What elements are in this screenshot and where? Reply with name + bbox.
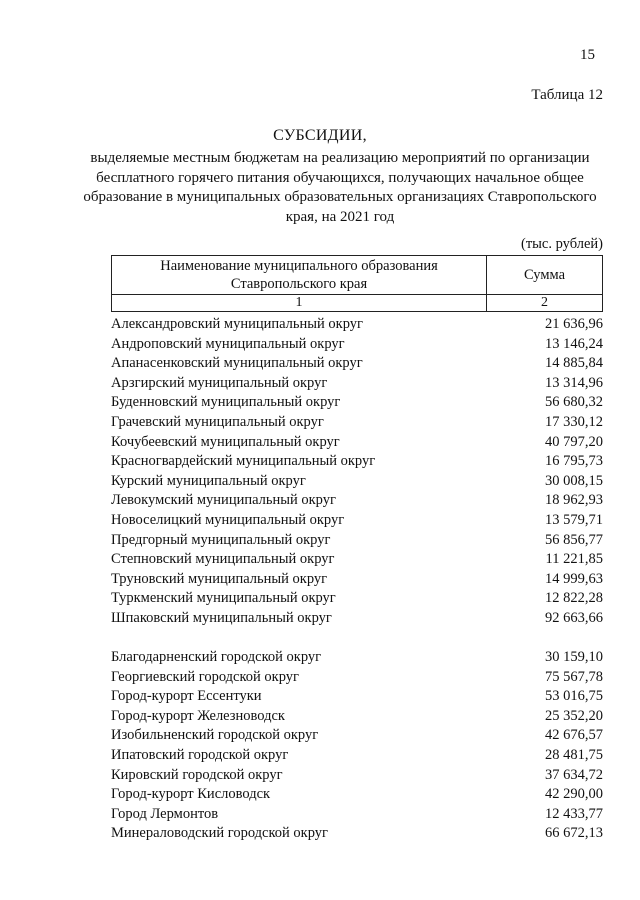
units-label: (тыс. рублей)	[521, 236, 603, 252]
municipality-name: Ипатовский городской округ	[111, 747, 289, 764]
subsidy-amount: 53 016,75	[545, 688, 603, 705]
subsidy-amount: 66 672,13	[545, 825, 603, 842]
subsidy-amount: 18 962,93	[545, 492, 603, 509]
document-title: СУБСИДИИ,	[273, 127, 367, 144]
table-row	[111, 452, 603, 472]
subsidy-amount: 14 885,84	[545, 355, 603, 372]
table-row	[111, 707, 603, 727]
subsidy-table-body	[111, 315, 603, 844]
subsidy-amount: 25 352,20	[545, 707, 603, 724]
municipality-name: Город-курорт Железноводск	[111, 707, 285, 724]
municipality-name: Кочубеевский муниципальный округ	[111, 433, 340, 450]
table-row	[111, 785, 603, 805]
subsidy-amount: 17 330,12	[545, 413, 603, 430]
column-number-1: 1	[112, 295, 487, 312]
subsidy-amount: 11 221,85	[545, 551, 603, 568]
municipality-name: Грачевский муниципальный округ	[111, 413, 324, 430]
municipality-name: Красногвардейский муниципальный округ	[111, 453, 376, 470]
table-row	[111, 668, 603, 688]
table-row	[111, 335, 603, 355]
group-spacer	[111, 629, 603, 649]
table-row	[111, 315, 603, 335]
municipality-name: Буденновский муниципальный округ	[111, 394, 341, 411]
subsidy-amount: 21 636,96	[545, 316, 603, 332]
municipality-name: Предгорный муниципальный округ	[111, 531, 331, 548]
column-number-2: 2	[487, 295, 603, 312]
table-row	[111, 805, 603, 825]
municipality-name: Апанасенковский муниципальный округ	[111, 355, 363, 372]
subsidy-amount: 12 433,77	[545, 805, 603, 822]
page-number: 15	[580, 47, 595, 63]
subsidy-amount: 13 314,96	[545, 374, 603, 391]
subsidy-amount: 75 567,78	[545, 668, 603, 685]
table-row	[111, 550, 603, 570]
subsidy-amount: 28 481,75	[545, 747, 603, 764]
subsidy-amount: 37 634,72	[545, 766, 603, 783]
header-sum-cell: Сумма	[487, 256, 603, 295]
table-caption: Таблица 12	[531, 87, 603, 103]
municipality-name: Туркменский муниципальный округ	[111, 590, 336, 607]
municipality-name: Шпаковский муниципальный округ	[111, 609, 332, 626]
subsidy-amount: 42 676,57	[545, 727, 603, 744]
subsidy-amount: 12 822,28	[545, 590, 603, 607]
table-row	[111, 824, 603, 844]
municipality-name: Георгиевский городской округ	[111, 668, 299, 685]
municipality-name: Левокумский муниципальный округ	[111, 492, 336, 509]
table-row	[111, 354, 603, 374]
table-row	[111, 609, 603, 629]
subsidy-amount: 16 795,73	[545, 453, 603, 470]
table-row	[111, 472, 603, 492]
table-row	[111, 648, 603, 668]
header-name-cell: Наименование муниципального образования Ставропольского края	[112, 256, 487, 295]
municipality-name: Изобильненский городской округ	[111, 727, 319, 744]
subsidy-amount: 56 856,77	[545, 531, 603, 548]
municipality-name: Кировский городской округ	[111, 766, 283, 783]
subsidy-amount: 30 008,15	[545, 472, 603, 489]
subsidy-amount: 13 579,71	[545, 511, 603, 528]
table-header	[111, 255, 603, 312]
municipality-name: Степновский муниципальный округ	[111, 551, 335, 568]
municipality-name: Арзгирский муниципальный округ	[111, 374, 328, 391]
subsidy-amount: 92 663,66	[545, 609, 603, 626]
municipality-name: Минераловодский городской округ	[111, 825, 328, 842]
municipality-name: Город Лермонтов	[111, 805, 219, 822]
subsidy-amount: 42 290,00	[545, 786, 603, 803]
municipality-name: Труновский муниципальный округ	[111, 570, 328, 587]
table-row	[111, 726, 603, 746]
municipality-name: Новоселицкий муниципальный округ	[111, 511, 345, 528]
subsidy-amount: 30 159,10	[545, 649, 603, 666]
table-row	[111, 374, 603, 394]
table-row	[111, 766, 603, 786]
subsidy-amount: 13 146,24	[545, 335, 603, 352]
subsidy-amount: 40 797,20	[545, 433, 603, 450]
municipality-name: Город-курорт Кисловодск	[111, 786, 271, 803]
table-row	[111, 413, 603, 433]
document-subtitle: выделяемые местным бюджетам на реализацию мероприятий по организации бесплатного горячего питания обучающихся, получающих начальное общее образование в муниципальных образовательных организациях Ставропольского края, на 2021 год	[83, 150, 597, 225]
municipality-name: Андроповский муниципальный округ	[111, 335, 345, 352]
table-row	[111, 433, 603, 453]
table-row	[111, 746, 603, 766]
table-row	[111, 589, 603, 609]
municipality-name: Город-курорт Ессентуки	[111, 688, 262, 705]
table-row	[111, 687, 603, 707]
municipality-name: Александровский муниципальный округ	[111, 316, 363, 332]
municipality-name: Благодарненский городской округ	[111, 649, 322, 666]
subsidy-amount: 56 680,32	[545, 394, 603, 411]
municipality-name: Курский муниципальный округ	[111, 472, 306, 489]
table-row	[111, 570, 603, 590]
table-row	[111, 511, 603, 531]
table-row	[111, 393, 603, 413]
subsidy-amount: 14 999,63	[545, 570, 603, 587]
table-row	[111, 531, 603, 551]
table-row	[111, 491, 603, 511]
